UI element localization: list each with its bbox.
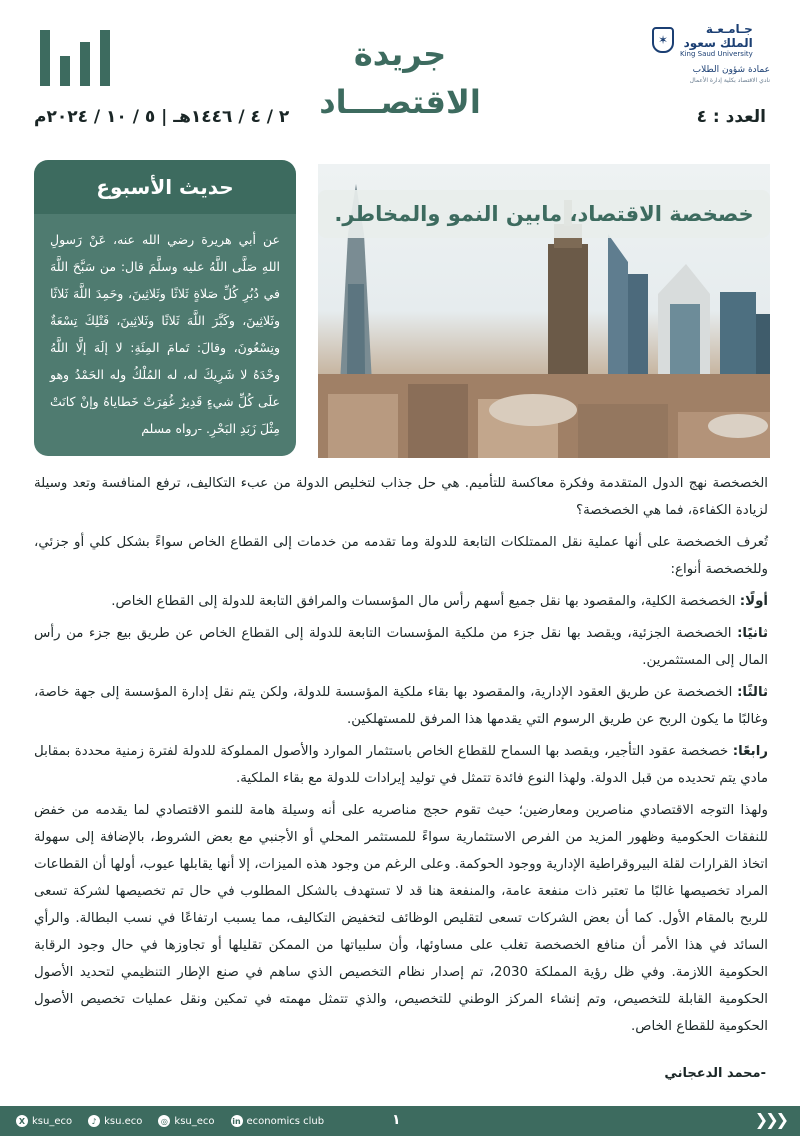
type-text: الخصخصة عن طريق العقود الإدارية، والمقصود بها بقاء ملكية المؤسسة للدولة، ولكن يتم نقل إدارة المؤسسة إلى جهة خاصة، وغالبًا ما يكون الربح عن طريق الرسوم التي يقدمها هذا المرفق للمستهلكين. <box>34 685 768 727</box>
university-name-line1: جـامـعـة <box>705 22 753 36</box>
chevrons-icon: ❯❯❯ <box>754 1110 786 1129</box>
page-number: ١ <box>392 1112 401 1128</box>
type-text: خصخصة عقود التأجير، ويقصد بها السماح للقطاع الخاص باستثمار الموارد والأصول المملوكة للدولة لفترة زمنية محددة بمقابل مادي يتم تحديده من قبل الدولة. ولهذا النوع فائدة تتمثل في توليد إيرادات للدولة مع بقاء الملكية. <box>34 744 768 786</box>
type-label: ثالثًا: <box>737 685 768 700</box>
instagram-icon: ◎ <box>158 1115 170 1127</box>
hadith-text: عن أبي هريرة رضي الله عنه، عَنْ رَسولِ اللهِ صَلَّى اللَّهُ عليه وسلَّمَ قال: من سَبَّحَ اللَّهَ في دُبُرِ كُلِّ صَلاةٍ ثَلاثًا وثَلاثِينَ، وحَمِدَ اللَّهَ ثَلاثًا وثَلاثِينَ، وكَبَّرَ اللَّهَ ثَلاثًا وثَلاثِينَ، فَتْلِكَ تِسْعَةٌ وتِسْعُونَ، وقالَ: تَمامَ المِئَةِ: لا إلَهَ إلَّا اللَّهُ وحْدَهُ لا شَرِيكَ له، له المُلْكُ وله الحَمْدُ وهو علَى كُلِّ شيءٍ قَدِيرٌ غُفِرَتْ خَطاياهُ وإنْ كانَتْ مِثْلَ زَبَدِ البَحْرِ. -رواه مسلم <box>34 214 296 456</box>
newspaper-title: جريدة الاقتصـــاد <box>319 35 481 121</box>
issue-number: العدد : ٤ <box>696 107 766 127</box>
university-logo <box>652 22 770 86</box>
type-label: ثانيًا: <box>737 626 768 641</box>
article-body <box>34 470 768 1045</box>
club-subtitle: نادي الاقتصاد بكلية إدارة الأعمال <box>689 77 770 84</box>
privatization-type-2 <box>34 620 768 674</box>
tiktok-handle: ksu.eco <box>104 1115 143 1127</box>
hadith-heading: حديث الأسبوع <box>34 160 296 214</box>
author-name: -محمد الدعجاني <box>664 1066 766 1081</box>
social-tiktok[interactable] <box>88 1115 142 1127</box>
article-paragraph: تُعرف الخصخصة على أنها عملية نقل الممتلكات التابعة للدولة وما تقدمه من خدمات إلى القطاع الخاص سواءً بشكل كلي أو جزئي، وللخصخصة أنواع: <box>34 535 768 577</box>
issue-info <box>34 104 766 130</box>
university-emblem-icon: ✶ <box>652 27 674 53</box>
social-linkedin[interactable] <box>231 1115 325 1127</box>
linkedin-handle: economics club <box>246 1115 325 1127</box>
privatization-type-3 <box>34 679 768 733</box>
issue-date: ٢ / ٤ / ١٤٤٦هـ | ٥ / ١٠ / ٢٠٢٤م <box>34 107 290 127</box>
x-icon: X <box>16 1115 28 1127</box>
social-instagram[interactable] <box>158 1115 214 1127</box>
privatization-type-1 <box>34 588 768 615</box>
club-logo-icon <box>40 30 110 86</box>
university-name-en: King Saud University <box>680 50 753 58</box>
university-name-line2: الملك سعود <box>683 36 753 50</box>
hadith-card <box>34 160 296 456</box>
deanship-name: عمادة شؤون الطلاب <box>692 65 770 75</box>
article-paragraph: ولهذا التوجه الاقتصادي مناصرين ومعارضين؛ حيث تقوم حجج مناصريه على أنه وسيلة هامة للنمو الاقتصادي لما يقدمه من خفض للنفقات الحكومية وظهور المزيد من الفرص الاستثمارية سواءً للمستثمر المحلي أو الأجنبي مع بعض الشروط، بالإضافة إلى سهولة اتخاذ القرارات لقلة البيروقراطية الإدارية ووجود الحوكمة. وعلى الرغم من وجود هذه الميزات، إلا أنها يقابلها عيوب، أولها أن القطاعات المراد تخصيصها غالبًا ما تعتبر ذات منفعة عامة، والمنفعة هنا قد لا تستهدف بالشكل المطلوب في حال تم تخصيصها لشركة تسعى للربح بالمقام الأول. كما أن بعض الشركات تسعى لتقليص الوظائف لتخفيض التكاليف، مما يسبب ارتفاعًا في نسب البطالة. والرأي السائد في هذا الأمر أن منافع الخصخصة تغلب على مساوئها، وأن سلبياتها من الممكن تقليلها أو تجاوزها في حال وجود الرقابة الحكومية اللازمة. وفي ظل رؤية المملكة 2030، تم إصدار نظام التخصيص الذي ساهم في صنع الإطار التنظيمي لتحديد الأصول الحكومية القابلة للتخصيص، وتم إنشاء المركز الوطني للتخصيص، والذي تتمثل مهمته في تمكين ونقل عمليات تخصيص الأصول الحكومية للقطاع الخاص. <box>34 803 768 1034</box>
footer <box>0 1106 800 1136</box>
article-paragraph: الخصخصة نهج الدول المتقدمة وفكرة معاكسة للتأميم. هي حل جذاب لتخليص الدولة من عبء التكاليف، ترفع المنافسة وتعد وسيلة لزيادة الكفاءة، فما هي الخصخصة؟ <box>34 476 768 518</box>
tiktok-icon: ♪ <box>88 1115 100 1127</box>
x-handle: ksu_eco <box>32 1115 73 1127</box>
type-label: أولًا: <box>739 594 768 609</box>
type-label: رابعًا: <box>732 744 768 759</box>
privatization-type-4 <box>34 738 768 792</box>
instagram-handle: ksu_eco <box>174 1115 215 1127</box>
type-text: الخصخصة الكلية، والمقصود بها نقل جميع أسهم رأس مال المؤسسات والمرافق التابعة للدولة إلى القطاع الخاص. <box>111 594 740 609</box>
linkedin-icon: in <box>232 1116 241 1126</box>
social-x[interactable] <box>16 1115 72 1127</box>
type-text: الخصخصة الجزئية، ويقصد بها نقل جزء من ملكية المؤسسات التابعة للدولة إلى القطاع الخاص عن طريق بيع جزء من رأس المال إلى المستثمرين. <box>34 626 768 668</box>
article-title: خصخصة الاقتصاد، مابين النمو والمخاطر. <box>318 190 770 238</box>
